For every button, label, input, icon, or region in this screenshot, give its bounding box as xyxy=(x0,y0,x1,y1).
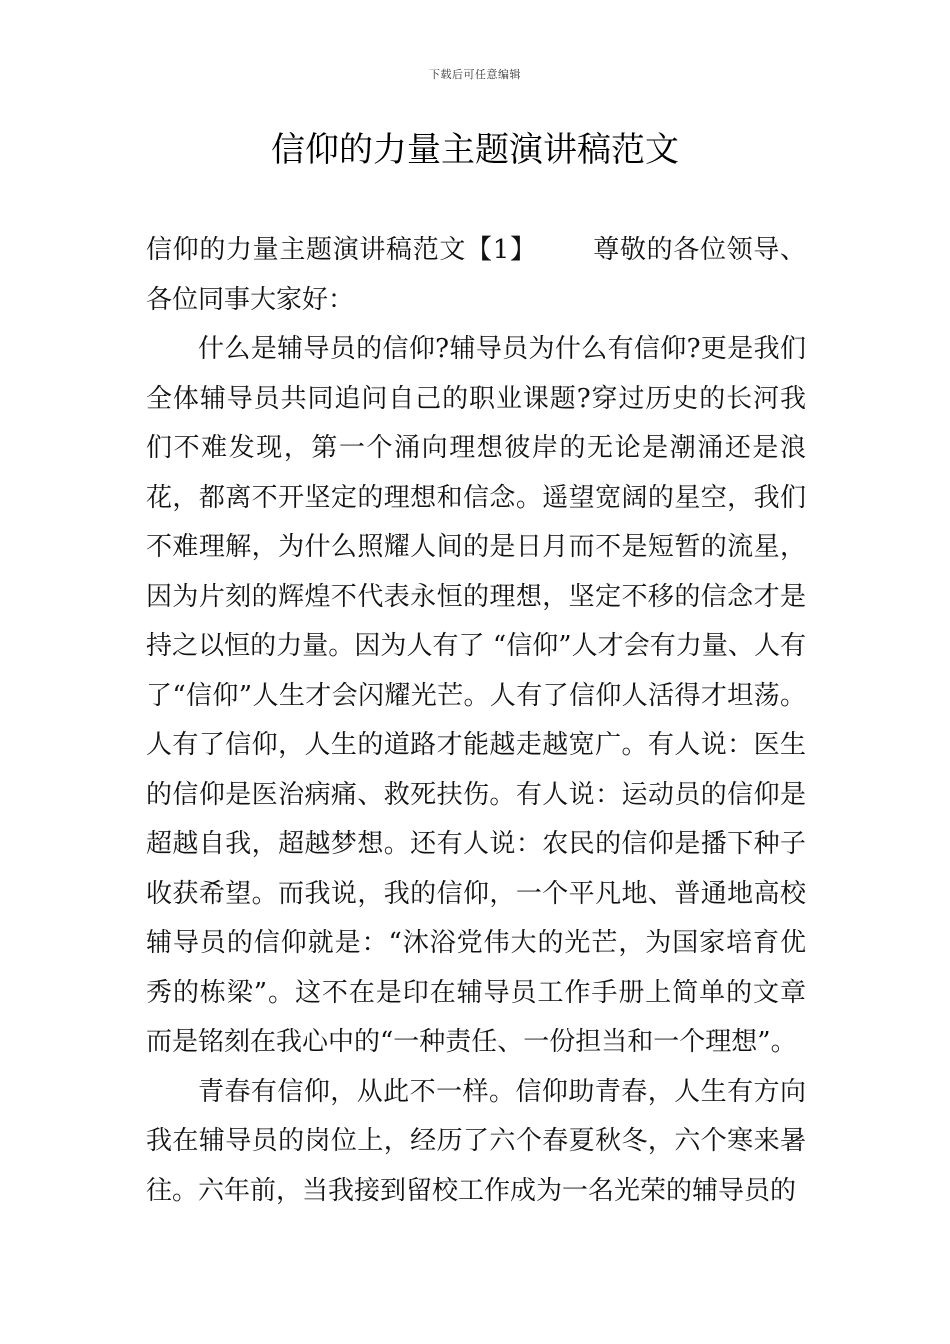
paragraph-body: 青春有信仰，从此不一样。信仰助青春，人生有方向我在辅导员的岗位上，经历了六个春夏秋冬，六个寒来暑往。六年前，当我接到留校工作成为一名光荣的辅导员的 xyxy=(146,1076,806,1206)
document-body xyxy=(146,226,806,1216)
section-heading: 信仰的力量主题演讲稿范文【1】 xyxy=(146,235,537,265)
paragraph-body: 什么是辅导员的信仰?辅导员为什么有信仰?更是我们全体辅导员共同追问自己的职业课题?穿过历史的长河我们不难发现，第一个涌向理想彼岸的无论是潮涌还是浪花，都离不开坚定的理想和信念。遥望宽阔的星空，我们不难理解，为什么照耀人间的是日月而不是短暂的流星，因为片刻的辉煌不代表永恒的理想，坚定不移的信念才是持之以恒的力量。因为人有了 “信仰”人才会有力量、人有了“信仰”人生才会闪耀光芒。人有了信仰人活得才坦荡。人有了信仰，人生的道路才能越走越宽广。有人说：医生的信仰是医治病痛、救死扶伤。有人说：运动员的信仰是超越自我，超越梦想。还有人说：农民的信仰是播下种子收获希望。而我说，我的信仰，一个平凡地、普通地高校辅导员的信仰就是：“沐浴党伟大的光芒，为国家培育优秀的栋梁”。这不在是印在辅导员工作手册上简单的文章而是铭刻在我心中的“一种责任、一份担当和一个理想”。 xyxy=(146,334,806,1057)
greeting-text: 尊敬的各位领导、各位同事大家好： xyxy=(146,235,806,315)
header-note: 下载后可任意编辑 xyxy=(429,68,521,81)
paragraph-intro xyxy=(146,226,806,325)
document-title: 信仰的力量主题演讲稿范文 xyxy=(271,130,679,170)
